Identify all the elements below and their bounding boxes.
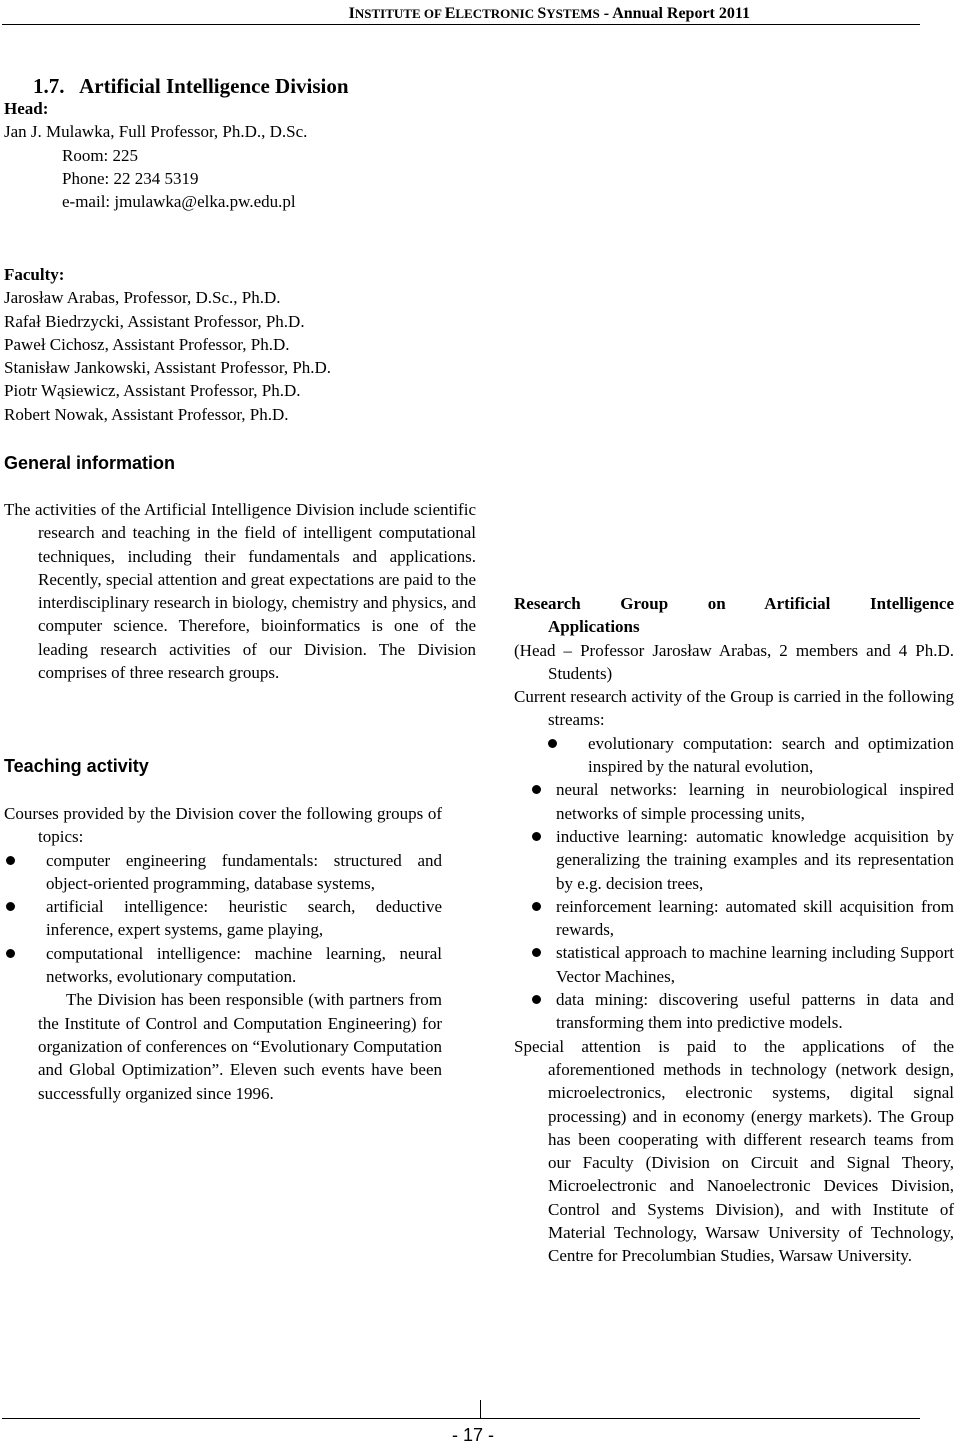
bullet-icon: [532, 948, 541, 957]
footer-rule: [2, 1418, 920, 1419]
bullet-icon: [532, 832, 541, 841]
research-group-title: Research Group on Artificial Intelligence: [514, 594, 954, 613]
head-email: e-mail: jmulawka@elka.pw.edu.pl: [62, 192, 296, 212]
header-rule: [2, 24, 920, 25]
bullet-icon: [6, 949, 15, 958]
faculty-member: Paweł Cichosz, Assistant Professor, Ph.D.: [4, 334, 290, 354]
research-streams-list: [514, 732, 954, 1035]
section-title: 1.7. Artificial Intelligence Division: [33, 74, 349, 98]
teaching-intro: Courses provided by the Division cover the following groups of topics:: [4, 804, 442, 847]
teaching-block: [4, 802, 442, 1105]
list-item: inductive learning: automatic knowledge acquisition by generalizing the training examples and its representation by e.g. decision trees,: [514, 825, 954, 895]
head-phone: Phone: 22 234 5319: [62, 168, 199, 188]
teaching-topics-list: [4, 849, 442, 989]
header-title-part-2: LECTRONIC: [455, 6, 538, 21]
header-title-part-1: NSTITUTE OF: [354, 6, 445, 21]
head-room: Room: 225: [62, 145, 139, 165]
research-group-title-cont: Applications: [548, 617, 640, 637]
footer-divider: [480, 1400, 481, 1418]
faculty-block: [4, 263, 331, 426]
general-heading: General information: [4, 453, 176, 473]
list-item: artificial intelligence: heuristic search, deductive inference, expert systems, game playing,: [4, 895, 442, 942]
list-item: evolutionary computation: search and optimization inspired by the natural evolution,: [514, 732, 954, 779]
head-block: [4, 97, 307, 213]
faculty-member: Jarosław Arabas, Professor, D.Sc., Ph.D.: [4, 288, 281, 308]
research-group-closing: Special attention is paid to the applications of the aforementioned methods in technology (network design, microelectronics, electronic systems, digital signal processing) and in economy (energy markets). The Group has been cooperating with different research teams from our Faculty (Division on Circuit and Signal Theory, Microelectronic and Nanoelectronic Devices Division, Control and Systems Division), and with Institute of Material Technology, Warsaw University of Technology, Centre for Precolumbian Studies, Warsaw University.: [514, 1036, 954, 1266]
list-item: computational intelligence: machine learning, neural networks, evolutionary computation.: [4, 942, 442, 989]
bullet-icon: [532, 785, 541, 794]
teaching-closing: The Division has been responsible (with partners from the Institute of Control and Computation Engineering) for organization of conferences on “Evolutionary Computation and Global Optimization”. Eleven such events have been successfully organized since 1996.: [38, 990, 442, 1103]
teaching-heading: Teaching activity: [4, 756, 149, 776]
faculty-member: Robert Nowak, Assistant Professor, Ph.D.: [4, 404, 289, 424]
bullet-icon: [6, 902, 15, 911]
bullet-icon: [532, 902, 541, 911]
general-text: The activities of the Artificial Intelligence Division include scientific research and teaching in the field of intelligent computational techniques, including their fundamentals and applications. Recently, special attention and great expectations are paid to the interdisciplinary research in biology, chemistry and physics, and computer science. Therefore, bioinformatics is one of the leading research activities of our Division. The Division comprises of three research groups.: [4, 500, 476, 683]
head-name: Jan J. Mulawka, Full Professor, Ph.D., D.Sc.: [4, 122, 308, 142]
research-group-head-info: (Head – Professor Jarosław Arabas, 2 members and 4 Ph.D. Students): [514, 640, 954, 683]
running-header: [349, 4, 750, 24]
faculty-member: Piotr Wąsiewicz, Assistant Professor, Ph.D.: [4, 381, 301, 401]
page-number: - 17 -: [452, 1425, 495, 1445]
bullet-icon: [548, 739, 557, 748]
faculty-member: Stanisław Jankowski, Assistant Professor, Ph.D.: [4, 358, 332, 378]
list-item: computer engineering fundamentals: structured and object-oriented programming, database systems,: [4, 849, 442, 896]
list-item: data mining: discovering useful patterns in data and transforming them into predictive models.: [514, 988, 954, 1035]
list-item: neural networks: learning in neurobiological inspired networks of simple processing units,: [514, 778, 954, 825]
header-title-cap-1: I: [348, 5, 355, 22]
bullet-icon: [532, 995, 541, 1004]
research-group-block: [514, 592, 954, 1268]
faculty-member: Rafał Biedrzycki, Assistant Professor, Ph.D.: [4, 311, 305, 331]
research-group-intro: Current research activity of the Group is carried in the following streams:: [514, 687, 954, 730]
head-label: Head:: [4, 99, 49, 118]
header-title-cap-2: E: [444, 5, 456, 22]
header-title-part-3: YSTEMS: [546, 6, 600, 21]
bullet-icon: [6, 856, 15, 865]
header-title-cap-3: S: [537, 5, 547, 22]
list-item: statistical approach to machine learning including Support Vector Machines,: [514, 941, 954, 988]
list-item: reinforcement learning: automated skill acquisition from rewards,: [514, 895, 954, 942]
faculty-label: Faculty:: [4, 265, 65, 284]
header-title-suffix: - Annual Report 2011: [599, 5, 750, 22]
